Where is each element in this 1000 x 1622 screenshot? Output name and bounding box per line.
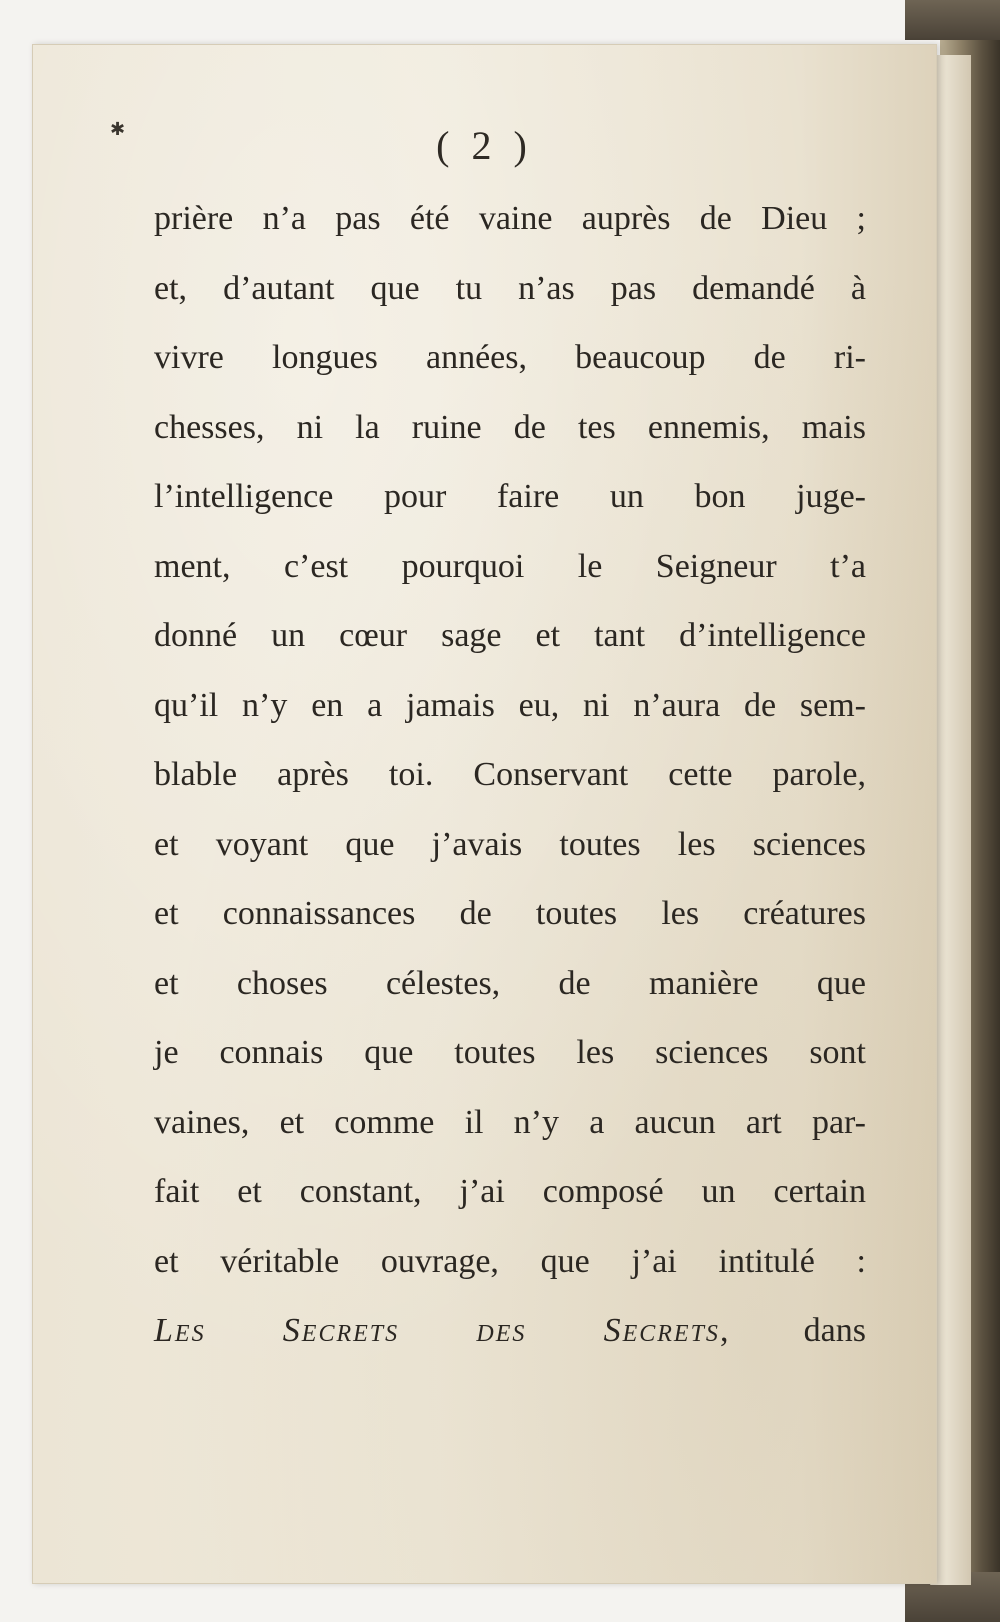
title-line-rest: , dans <box>719 1312 866 1349</box>
text-line: et, d’autant que tu n’as pas demandé à <box>154 269 866 307</box>
text-line: ment, c’est pourquoi le Seigneur t’a <box>154 547 866 585</box>
book-cover-top-corner <box>905 0 1000 40</box>
title-line <box>154 1296 866 1366</box>
text-line: et connaissances de toutes les créatures <box>154 895 866 932</box>
text-line: fait et constant, j’ai composé un certain <box>154 1173 866 1210</box>
text-line: et choses célestes, de manière que <box>154 964 866 1002</box>
text-line: et véritable ouvrage, que j’ai intitulé : <box>154 1242 866 1280</box>
text-line: vaines, et comme il n’y a aucun art par- <box>154 1103 866 1141</box>
text-line: qu’il n’y en a jamais eu, ni n’aura de sem- <box>154 686 866 724</box>
book-title-text: Les Secrets des Secrets <box>154 1312 720 1349</box>
body-text <box>154 184 866 1366</box>
text-line: prière n’a pas été vaine auprès de Dieu ; <box>154 200 866 237</box>
text-line: vivre longues années, beaucoup de ri- <box>154 339 866 376</box>
text-line: chesses, ni la ruine de tes ennemis, mais <box>154 408 866 446</box>
text-line: blable après toi. Conservant cette parole, <box>154 756 866 793</box>
text-line: je connais que toutes les sciences sont <box>154 1034 866 1071</box>
page-number: ( 2 ) <box>436 123 533 168</box>
book-page <box>32 44 937 1584</box>
text-line: donné un cœur sage et tant d’intelligence <box>154 617 866 654</box>
text-line: l’intelligence pour faire un bon juge- <box>154 478 866 515</box>
text-line: et voyant que j’avais toutes les sciences <box>154 825 866 863</box>
asterisk-mark: ✱ <box>110 119 126 140</box>
